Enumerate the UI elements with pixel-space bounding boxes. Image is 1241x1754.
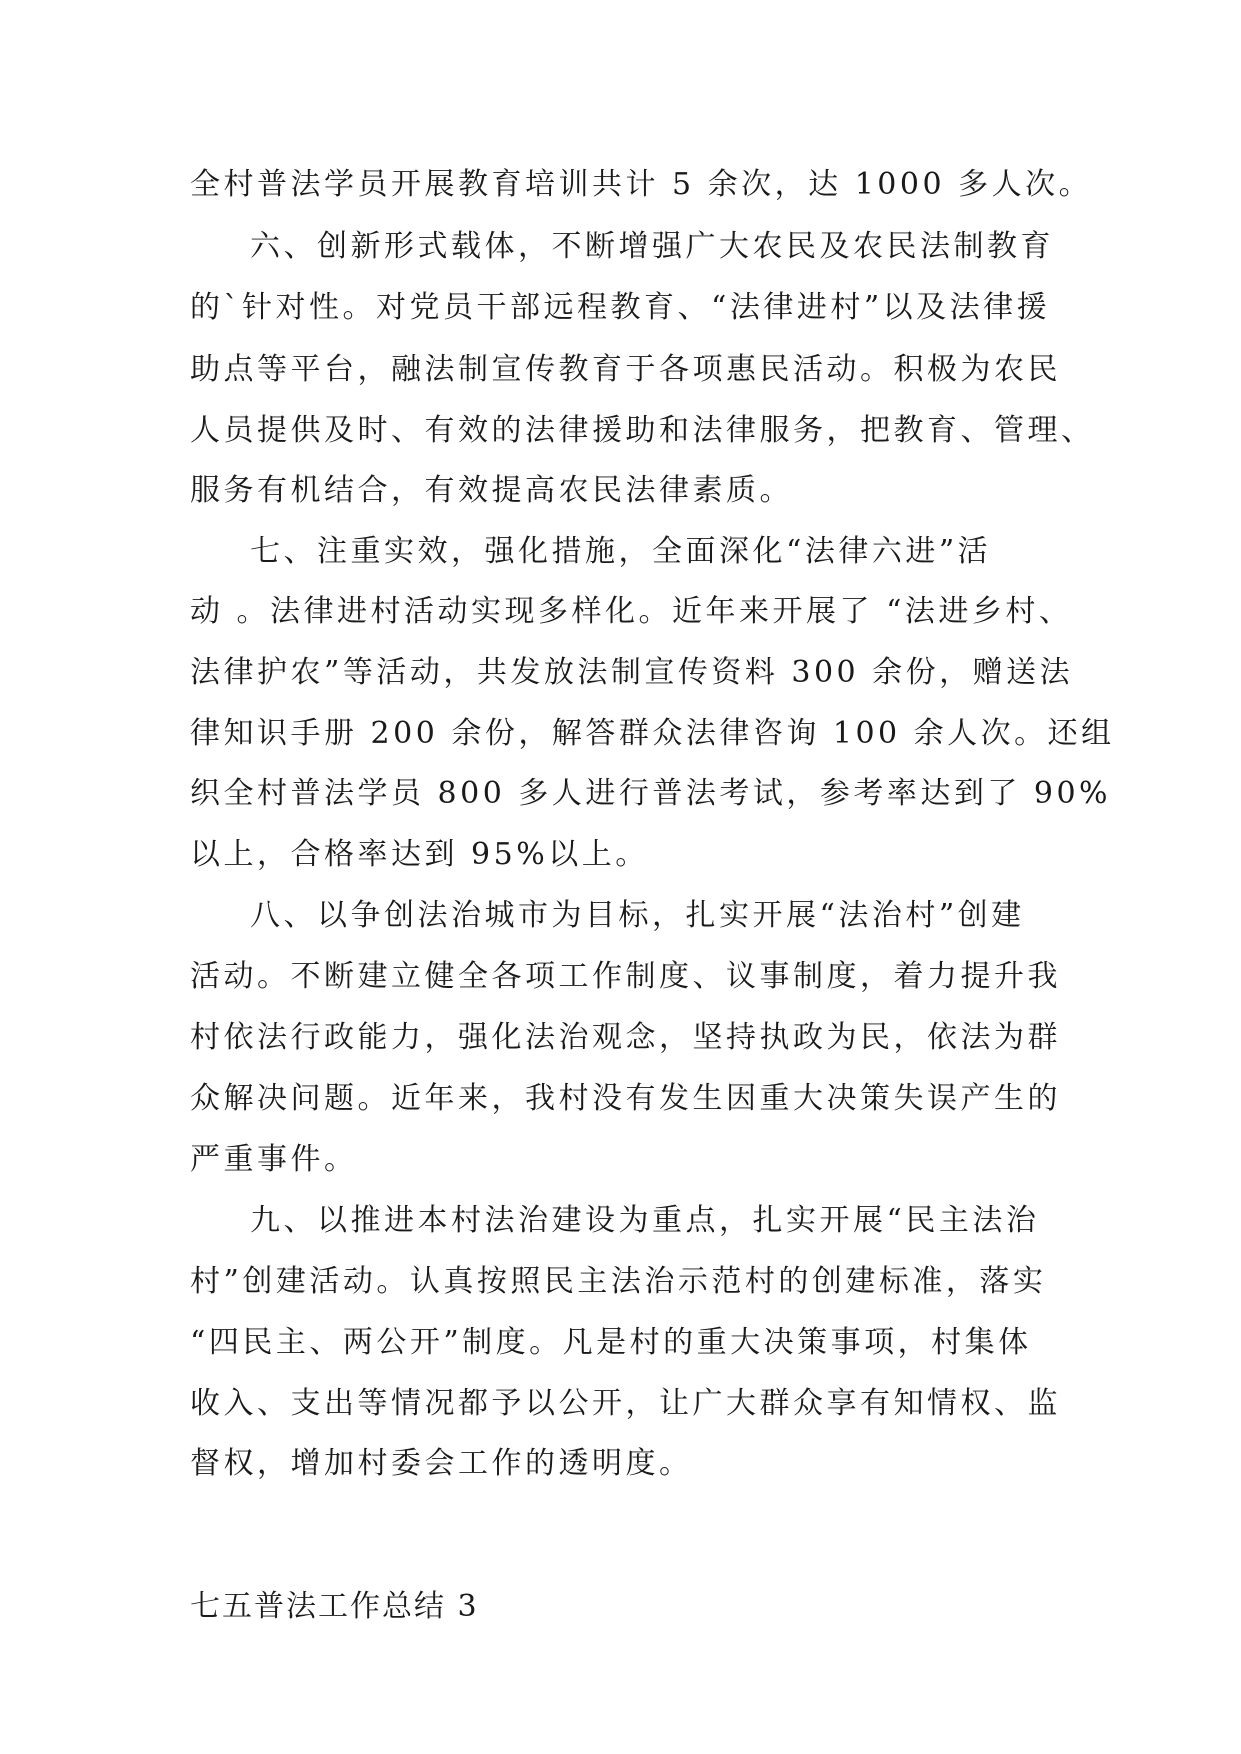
paragraph-line: 的`针对性。对党员干部远程教育、“法律进村”以及法律援 — [190, 290, 1051, 325]
section-heading: 七五普法工作总结 3 — [190, 1589, 479, 1624]
paragraph-line: 人员提供及时、有效的法律援助和法律服务，把教育、管理、 — [190, 413, 1095, 448]
paragraph-line: 八、以争创法治城市为目标，扎实开展“法治村”创建 — [250, 898, 1025, 933]
paragraph-line: 动 。法律进村活动实现多样化。近年来开展了 “法进乡村、 — [190, 594, 1073, 629]
paragraph-line: 村”创建活动。认真按照民主法治示范村的创建标准，落实 — [190, 1264, 1047, 1299]
paragraph-line: 活动。不断建立健全各项工作制度、议事制度，着力提升我 — [190, 959, 1061, 994]
paragraph-line: 织全村普法学员 800 多人进行普法考试，参考率达到了 90% — [190, 776, 1112, 811]
paragraph-line: 全村普法学员开展教育培训共计 5 余次，达 1000 多人次。 — [190, 167, 1093, 202]
paragraph-line: 督权，增加村委会工作的透明度。 — [190, 1446, 693, 1481]
paragraph-line: “四民主、两公开”制度。凡是村的重大决策事项，村集体 — [190, 1325, 1032, 1360]
paragraph-line: 众解决问题。近年来，我村没有发生因重大决策失误产生的 — [190, 1081, 1061, 1116]
paragraph-line: 以上，合格率达到 95%以上。 — [190, 837, 649, 872]
paragraph-line: 严重事件。 — [190, 1142, 358, 1177]
paragraph-line: 法律护农”等活动，共发放法制宣传资料 300 余份，赠送法 — [190, 655, 1074, 690]
paragraph-line: 律知识手册 200 余份，解答群众法律咨询 100 余人次。还组 — [190, 716, 1115, 751]
paragraph-line: 六、创新形式载体，不断增强广大农民及农民法制教育 — [250, 229, 1054, 264]
paragraph-line: 服务有机结合，有效提高农民法律素质。 — [190, 473, 793, 508]
paragraph-line: 七、注重实效，强化措施，全面深化“法律六进”活 — [250, 534, 992, 569]
paragraph-line: 九、以推进本村法治建设为重点，扎实开展“民主法治 — [250, 1203, 1040, 1238]
paragraph-line: 收入、支出等情况都予以公开，让广大群众享有知情权、监 — [190, 1386, 1061, 1421]
paragraph-line: 村依法行政能力，强化法治观念，坚持执政为民，依法为群 — [190, 1020, 1061, 1055]
paragraph-line: 助点等平台，融法制宣传教育于各项惠民活动。积极为农民 — [190, 352, 1061, 387]
